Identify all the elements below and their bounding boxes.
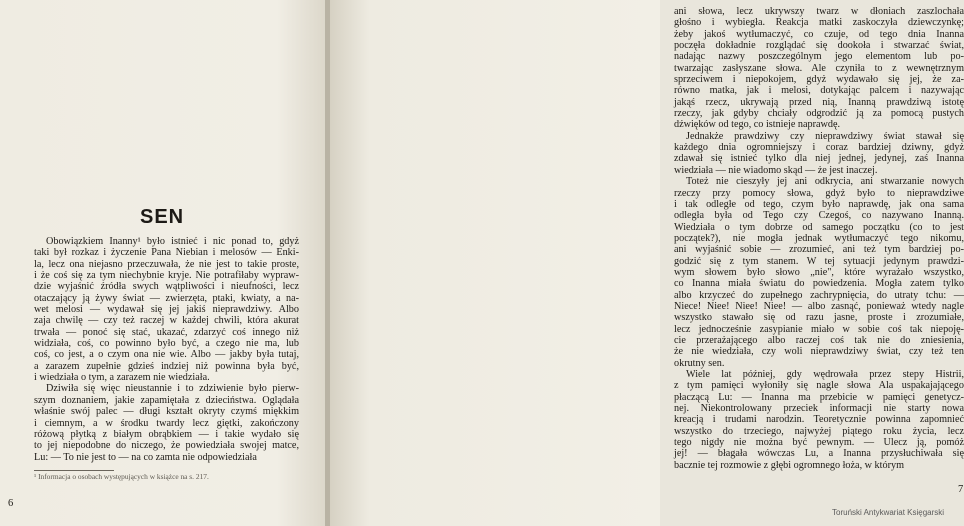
text-line: Toteż nie cieszyły jej ani odkrycia, ani stwarzanie nowych bbox=[686, 176, 964, 188]
text-line: poczęła dokładnie rozglądać się dookoła i stwarzać świat, bbox=[674, 40, 964, 52]
text-line: Jednakże prawdziwy czy nieprawdziwy świat stawał się bbox=[686, 130, 964, 142]
text-line: jakąś rzecz, ukrywają przed nią, Inanną prawdziwą istotę bbox=[674, 96, 964, 108]
text-line: okrutny sen. bbox=[674, 357, 725, 369]
text-line: albo krzyczeć do zupełnego zachrypnięcia, do utraty tchu: — bbox=[674, 289, 964, 301]
text-line: rzeczy przy pomocy słowa, gdyż było to nieprawdziwe bbox=[674, 187, 964, 199]
text-line: lecz jednocześnie zasypianie miało w sobie coś tak niepoję- bbox=[674, 323, 964, 335]
page-number-left: 6 bbox=[8, 498, 14, 509]
text-line: kreacją i trudami narodzin. Teoretycznie powinna zapomnieć bbox=[674, 414, 964, 426]
text-line: Lu: — To nie jest to — na co zamta nie odpowiedziała bbox=[34, 451, 257, 463]
text-line: żeby jakoś wytłumaczyć, co czuje, od tego dnia Inanna bbox=[674, 28, 964, 40]
text-line: nadając nazwy poszczególnym jego elementom lub po- bbox=[674, 51, 964, 63]
text-line: że nie wiedziała, czy woli nieprawdziwy świat, czy też ten bbox=[674, 346, 964, 358]
text-line: i tak odległe od tego, czym było naprawdę, jak ona sama bbox=[674, 198, 964, 210]
text-line: i ciemnym, a w środku twardy lecz giętki, zakończony bbox=[34, 417, 299, 429]
text-line: ani wyjaśnić sobie — zrozumieć, ani też tym bardziej po- bbox=[674, 244, 964, 256]
text-line: z tym pamięci wyłoniły się nagle słowa Ala uspakajającego bbox=[674, 380, 964, 392]
left-page-text bbox=[34, 236, 299, 463]
footnote: ¹ Informacja o osobach występujących w książce na s. 217. bbox=[34, 472, 209, 481]
text-line: twarzając zasłyszane słowa. Ale czyniła to z wewnętrznym bbox=[674, 62, 964, 74]
page-number-right: 7 bbox=[958, 484, 964, 495]
text-line: odległa była od Tego czy Czegoś, co nazywano Inanną. bbox=[674, 210, 964, 222]
text-line: rzeczy, jak gdyby chciały odgrodzić ją za pomocą pustych bbox=[674, 108, 964, 120]
text-line: dzie wyjaśnić źródła swych wątpliwości i nieufności, lecz bbox=[34, 281, 299, 293]
text-line: trwała — ponoć się stać, ukazać, zdarzyć coś innego niż bbox=[34, 326, 299, 338]
text-line: i że coś się za tym niechybnie kryje. Nie potrafiłaby wypraw- bbox=[34, 270, 299, 282]
text-line: widziała, coś, co powinno było być, a czego nie ma, lub bbox=[34, 338, 299, 350]
text-line: płaczącą Lu: — Inanna ma przebicie w pamięci genetycz- bbox=[674, 391, 964, 403]
text-line: Obowiązkiem Inanny¹ było istnieć i nic ponad to, gdyż bbox=[46, 236, 299, 247]
text-line: wym słowem było słowo „nie", które wyrażało wszystko, bbox=[674, 266, 964, 278]
text-line: coś, co jest, a o czym ona nie wie. Albo — jakby była tutaj, bbox=[34, 349, 299, 361]
text-line: wiedziała — nie wiadomo skąd — że jest inaczej. bbox=[674, 164, 878, 176]
text-line: Wiedziała o tym dobrze od samego początku (co to jest bbox=[674, 221, 964, 233]
text-line: to jej niepodobne do niczego, że powiedziała swojej matce, bbox=[34, 440, 299, 452]
text-line: jej! — błagała wówczas Lu, a Inanna przysłuchiwała się bbox=[674, 448, 964, 460]
text-line: Niece! Niee! Niee! Niee! — albo zasnąć, ponieważ wtedy nagle bbox=[674, 300, 964, 312]
text-line: godzić się z tym stanem. W tej sytuacji jedynym prawdzi- bbox=[674, 255, 964, 267]
text-line: wszystko stawało się od razu jasne, proste i zrozumiałe, bbox=[674, 312, 964, 324]
left-page bbox=[0, 0, 326, 526]
right-page-text bbox=[674, 6, 964, 471]
text-line: głośno i wybiegła. Reakcja matki zaskoczyła dziewczynkę; bbox=[674, 17, 964, 29]
text-line: wszystko do trzeciego, najwyżej piątego roku życia, lecz bbox=[674, 425, 964, 437]
text-line: taki był rozkaz i życzenie Pana Niebian i melosów — Enki- bbox=[34, 247, 299, 259]
right-page bbox=[330, 0, 964, 526]
text-line: bacznie tej rozmowie z głębi ogromnego łoża, w którym bbox=[674, 459, 904, 471]
text-line: ani słowa, lecz ukrywszy twarz w dłoniach zaszlochała bbox=[674, 6, 964, 17]
text-line: sprzeciwem i niepokojem, gdyż wydawało się jej, że za- bbox=[674, 74, 964, 86]
text-line: cie przerażającego albo raczej coś tak nie do zniesienia, bbox=[674, 334, 964, 346]
text-line: wet melosi — wydawał się jej jakiś nieprawdziwy. Albo bbox=[34, 304, 299, 316]
footnote-rule bbox=[34, 470, 114, 471]
text-line: la, lecz ona niejasno przeczuwała, że nie jest to takie proste, bbox=[34, 258, 299, 270]
text-line: a zarazem zupełnie gdzieś indziej niż powinna była być, bbox=[34, 360, 299, 372]
text-line: zdawał się istnieć tylko dla niej jednej, jedynej, zaś Inanna bbox=[674, 153, 964, 165]
text-line: tego nigdy nie można być pewnym. — Ulecz ją, pomóż bbox=[674, 437, 964, 449]
text-line: różową płytką z białym obrąbkiem — i takie wydało się bbox=[34, 428, 299, 440]
watermark-stamp: Toruński Antykwariat Księgarski bbox=[832, 508, 945, 517]
text-line: właśnie swój palec — długi kształt okryty czymś miękkim bbox=[34, 406, 299, 418]
text-line: dźwięków od tego, co istnieje naprawdę. bbox=[674, 119, 841, 131]
text-line: równo matka, jak i melosi, dotykając palcem i nazywając bbox=[674, 85, 964, 97]
text-line: Wiele lat później, gdy wędrowała przez stepy Histrii, bbox=[686, 369, 964, 380]
text-line: każdego dnia ogromniejszy i coraz bardziej dziwny, gdyż bbox=[674, 142, 964, 154]
text-line: co Inanna miała światu do powiedzenia. Mogła zatem tylko bbox=[674, 278, 964, 290]
text-line: i wiedziała o tym, a zarazem nie wiedziała. bbox=[34, 372, 210, 384]
chapter-title: SEN bbox=[140, 206, 185, 228]
text-line: zaja chwilę — czy też raczej w każdej chwili, która akurat bbox=[34, 315, 299, 327]
text-line: Dziwiła się więc nieustannie i to zdziwienie było pierw- bbox=[46, 383, 299, 395]
text-line: nej. Niekontrolowany przeciek informacji nie starty nowa bbox=[674, 403, 964, 415]
text-line: otaczający ją żywy świat — zwierzęta, ptaki, kwiaty, a na- bbox=[34, 292, 299, 304]
text-line: początek?), nie mogła jednak wytłumaczyć tego nikomu, bbox=[674, 232, 964, 244]
text-line: szym doznaniem, jakie zapamiętała z dzieciństwa. Oglądała bbox=[34, 394, 299, 406]
